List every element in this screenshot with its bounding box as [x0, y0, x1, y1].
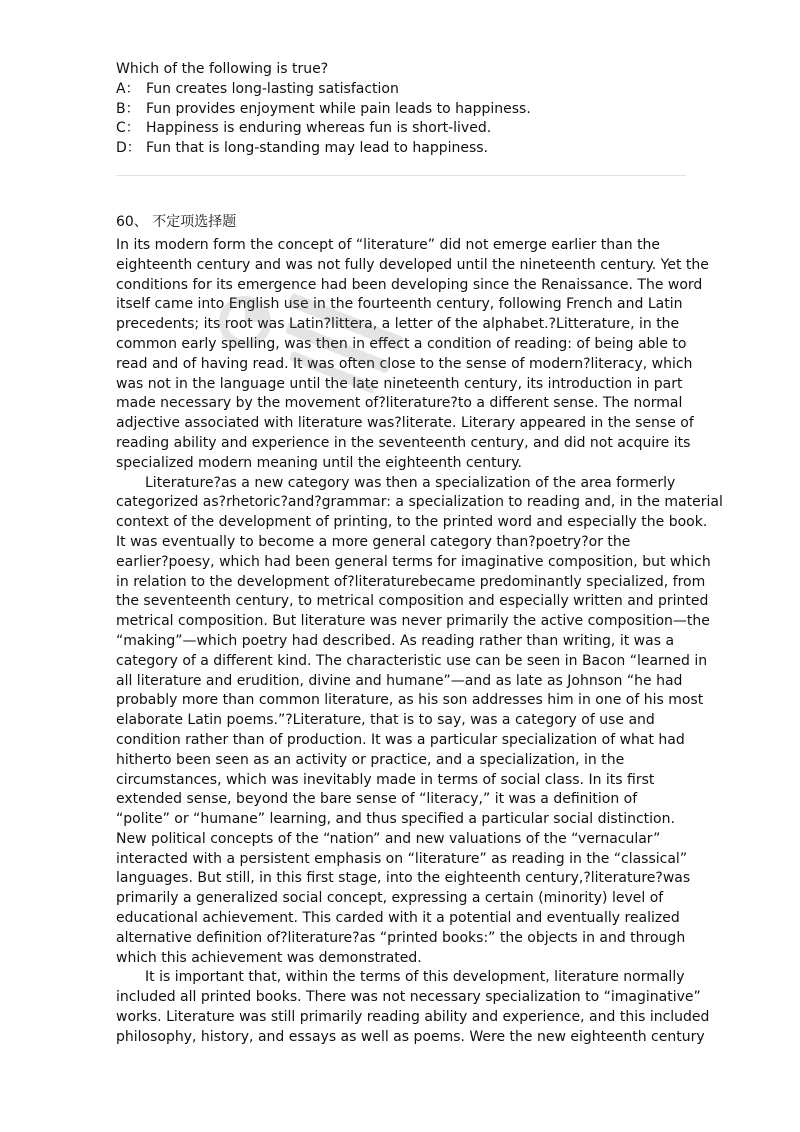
options-list — [116, 80, 686, 159]
passage-line: category of a different kind. The characteristic use can be seen in Bacon “learned in — [116, 652, 708, 669]
passage-line: circumstances, which was inevitably made in terms of social class. In its first — [116, 771, 655, 788]
passage-line: reading ability and experience in the seventeenth century, and did not acquire its — [116, 434, 691, 451]
passage-line: works. Literature was still primarily reading ability and experience, and this included — [116, 1009, 710, 1026]
passage-line: earlier?poesy, which had been general terms for imaginative composition, but which — [116, 553, 711, 570]
passage-line: made necessary by the movement of?literature?to a different sense. The normal — [116, 395, 683, 412]
option-letter: A： — [116, 80, 140, 97]
passage-line: read and of having read. It was often close to the sense of modern?literacy, which — [116, 355, 693, 372]
passage-line: alternative definition of?literature?as “printed books:” the objects in and through — [116, 929, 686, 946]
passage-line: context of the development of printing, to the printed word and especially the book. — [116, 514, 708, 531]
passage-line: philosophy, history, and essays as well as poems. Were the new eighteenth century — [116, 1028, 705, 1045]
question-header — [116, 212, 686, 232]
option-text: Fun creates long-lasting satisfaction — [146, 80, 399, 97]
passage-line: It is important that, within the terms of this development, literature normally — [145, 969, 685, 986]
option-c — [116, 119, 686, 139]
passage-line: elaborate Latin poems.”?Literature, that is to say, was a category of use and — [116, 712, 655, 729]
passage-line: precedents; its root was Latin?littera, a letter of the alphabet.?Litterature, in the — [116, 316, 680, 333]
option-text: Fun provides enjoyment while pain leads to happiness. — [146, 100, 531, 117]
passage-line: the seventeenth century, to metrical composition and especially written and printed — [116, 593, 709, 610]
passage-line: It was eventually to become a more general category than?poetry?or the — [116, 533, 631, 550]
option-a — [116, 80, 686, 100]
option-b — [116, 100, 686, 120]
passage-line: New political concepts of the “nation” and new valuations of the “vernacular” — [116, 830, 661, 847]
passage-line: educational achievement. This carded with it a potential and eventually realized — [116, 910, 680, 927]
passage-line: which this achievement was demonstrated. — [116, 949, 422, 966]
option-letter: D： — [116, 140, 141, 157]
passage-line: “polite” or “humane” learning, and thus specified a particular social distinction. — [116, 811, 675, 828]
option-text: Happiness is enduring whereas fun is short-lived. — [146, 120, 492, 137]
passage-line: hitherto been seen as an activity or practice, and a specialization, in the — [116, 751, 625, 768]
passage-line: probably more than common literature, as his son addresses him in one of his most — [116, 692, 704, 709]
question-type: 不定项选择题 — [152, 213, 237, 230]
passage-line: eighteenth century and was not fully developed until the nineteenth century. Yet the — [116, 256, 709, 273]
passage-line: categorized as?rhetoric?and?grammar: a specialization to reading and, in the material — [116, 494, 723, 511]
passage-line: itself came into English use in the fourteenth century, following French and Latin — [116, 296, 683, 313]
document-page — [116, 60, 723, 1048]
passage-line: metrical composition. But literature was never primarily the active composition—the — [116, 613, 710, 630]
passage-line: was not in the language until the late nineteenth century, its introduction in part — [116, 375, 683, 392]
question-number: 60、 — [116, 213, 148, 230]
passage-line: specialized modern meaning until the eighteenth century. — [116, 454, 522, 471]
passage-line: Literature?as a new category was then a specialization of the area formerly — [145, 474, 676, 491]
passage-line: primarily a generalized social concept, expressing a certain (minority) level of — [116, 890, 664, 907]
reading-passage — [116, 236, 723, 1048]
passage-line: common early spelling, was then in effect a condition of reading: of being able to — [116, 335, 687, 352]
option-letter: B： — [116, 100, 140, 117]
passage-line: adjective associated with literature was?literate. Literary appeared in the sense of — [116, 415, 694, 432]
option-d — [116, 139, 686, 159]
option-letter: C： — [116, 120, 140, 137]
passage-line: extended sense, beyond the bare sense of “literacy,” it was a definition of — [116, 791, 638, 808]
passage-line: in relation to the development of?literaturebecame predominantly specialized, from — [116, 573, 706, 590]
passage-line: conditions for its emergence had been developing since the Renaissance. The word — [116, 276, 703, 293]
passage-line: In its modern form the concept of “literature” did not emerge earlier than the — [116, 236, 661, 253]
passage-line: interacted with a persistent emphasis on “literature” as reading in the “classical” — [116, 850, 688, 867]
passage-line: “making”—which poetry had described. As reading rather than writing, it was a — [116, 632, 675, 649]
passage-line: languages. But still, in this first stage, into the eighteenth century,?literature?was — [116, 870, 691, 887]
passage-line: included all printed books. There was not necessary specialization to “imaginative” — [116, 989, 701, 1006]
option-text: Fun that is long-standing may lead to happiness. — [146, 140, 489, 157]
section-divider — [116, 175, 686, 176]
question-stem: Which of the following is true? — [116, 61, 329, 77]
passage-line: condition rather than of production. It was a particular specialization of what had — [116, 731, 685, 748]
passage-line: all literature and erudition, divine and humane”—and as late as Johnson “he had — [116, 672, 683, 689]
